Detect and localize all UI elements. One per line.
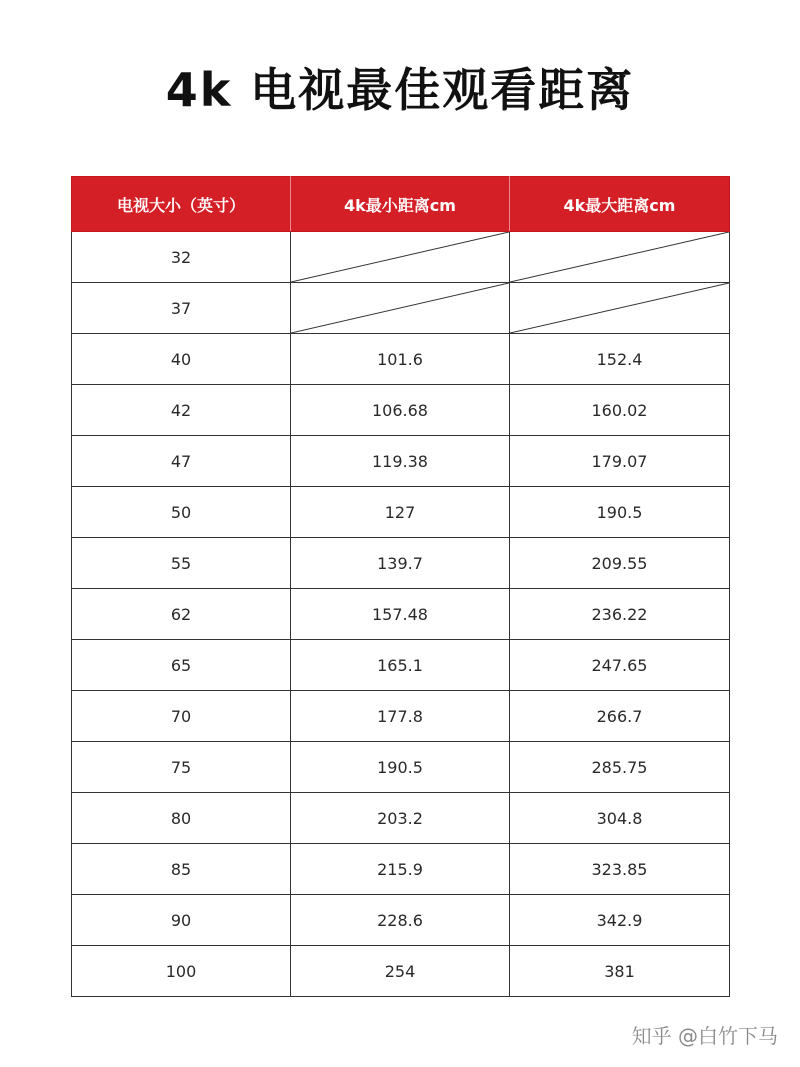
cell-tv-size: 65 (72, 640, 291, 691)
diagonal-slash-icon (510, 283, 729, 333)
cell-tv-size: 90 (72, 895, 291, 946)
cell-max-distance: 160.02 (510, 385, 730, 436)
cell-tv-size: 70 (72, 691, 291, 742)
distance-table (71, 176, 730, 997)
cell-tv-size: 47 (72, 436, 291, 487)
cell-min-distance: 127 (291, 487, 510, 538)
table-row (72, 487, 730, 538)
table-row (72, 334, 730, 385)
cell-tv-size: 42 (72, 385, 291, 436)
table-row (72, 538, 730, 589)
cell-min-distance: 106.68 (291, 385, 510, 436)
cell-max-distance: 381 (510, 946, 730, 997)
cell-min-distance: 177.8 (291, 691, 510, 742)
cell-tv-size: 100 (72, 946, 291, 997)
table-row (72, 385, 730, 436)
cell-min-distance: 254 (291, 946, 510, 997)
cell-max-distance: 285.75 (510, 742, 730, 793)
cell-tv-size: 40 (72, 334, 291, 385)
cell-max-distance (510, 232, 730, 283)
table-row (72, 946, 730, 997)
cell-tv-size: 62 (72, 589, 291, 640)
cell-min-distance: 228.6 (291, 895, 510, 946)
cell-tv-size: 32 (72, 232, 291, 283)
cell-max-distance: 236.22 (510, 589, 730, 640)
cell-tv-size: 85 (72, 844, 291, 895)
table-row (72, 844, 730, 895)
cell-tv-size: 37 (72, 283, 291, 334)
cell-tv-size: 75 (72, 742, 291, 793)
cell-min-distance: 190.5 (291, 742, 510, 793)
cell-max-distance: 342.9 (510, 895, 730, 946)
cell-min-distance: 157.48 (291, 589, 510, 640)
cell-min-distance: 215.9 (291, 844, 510, 895)
cell-tv-size: 80 (72, 793, 291, 844)
table-row (72, 283, 730, 334)
cell-max-distance: 323.85 (510, 844, 730, 895)
cell-min-distance: 139.7 (291, 538, 510, 589)
diagonal-slash-icon (510, 232, 729, 282)
table-row (72, 895, 730, 946)
table-row (72, 793, 730, 844)
cell-max-distance: 209.55 (510, 538, 730, 589)
table-row (72, 691, 730, 742)
diagonal-slash-icon (291, 283, 509, 333)
cell-min-distance (291, 232, 510, 283)
cell-min-distance (291, 283, 510, 334)
cell-min-distance: 101.6 (291, 334, 510, 385)
page-title: 4k 电视最佳观看距离 (165, 63, 635, 117)
table-row (72, 589, 730, 640)
watermark: 知乎 @白竹下马 (631, 1024, 778, 1048)
column-header-min-distance: 4k最小距离cm (291, 177, 510, 232)
cell-tv-size: 55 (72, 538, 291, 589)
cell-max-distance (510, 283, 730, 334)
column-header-max-distance: 4k最大距离cm (510, 177, 730, 232)
cell-min-distance: 119.38 (291, 436, 510, 487)
cell-max-distance: 152.4 (510, 334, 730, 385)
table-row (72, 436, 730, 487)
column-header-tv-size: 电视大小（英寸） (72, 177, 291, 232)
diagonal-slash-icon (291, 232, 509, 282)
cell-max-distance: 304.8 (510, 793, 730, 844)
cell-max-distance: 179.07 (510, 436, 730, 487)
table-row (72, 232, 730, 283)
cell-max-distance: 266.7 (510, 691, 730, 742)
table-header-row (72, 177, 730, 232)
cell-max-distance: 190.5 (510, 487, 730, 538)
table-row (72, 640, 730, 691)
cell-tv-size: 50 (72, 487, 291, 538)
cell-min-distance: 203.2 (291, 793, 510, 844)
table-body (72, 232, 730, 997)
cell-min-distance: 165.1 (291, 640, 510, 691)
table-row (72, 742, 730, 793)
cell-max-distance: 247.65 (510, 640, 730, 691)
